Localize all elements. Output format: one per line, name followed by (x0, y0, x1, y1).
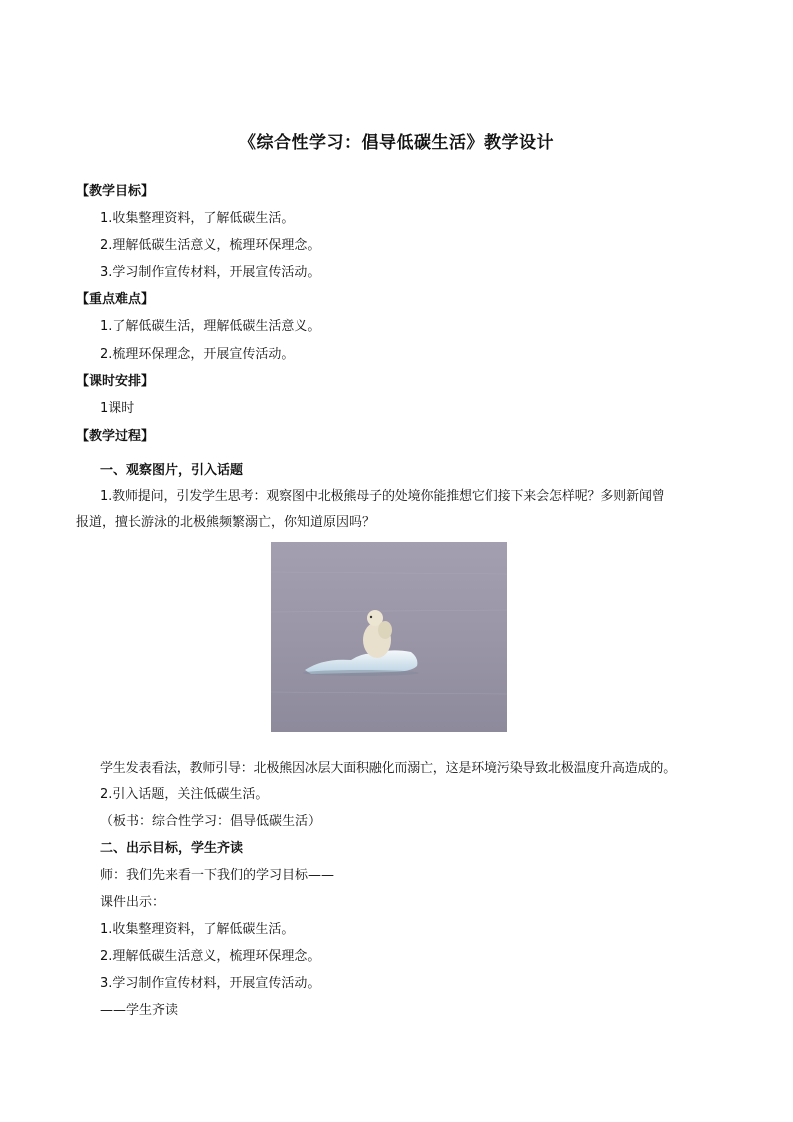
polar-bear-photo (271, 542, 507, 732)
document-title: 《综合性学习：倡导低碳生活》教学设计 (239, 133, 554, 153)
goal-repeat-item: 2.理解低碳生活意义，梳理环保理念。 (100, 949, 321, 964)
key-point-item: 2.梳理环保理念，开展宣传活动。 (100, 347, 295, 362)
paragraph: 课件出示： (100, 895, 166, 910)
paragraph: 2.引入话题，关注低碳生活。 (100, 787, 269, 802)
goal-item: 3.学习制作宣传材料，开展宣传活动。 (100, 265, 321, 280)
goal-item: 1.收集整理资料，了解低碳生活。 (100, 211, 295, 226)
paragraph: ——学生齐读 (100, 1003, 179, 1018)
paragraph: 师：我们先来看一下我们的学习目标—— (100, 868, 335, 883)
paragraph: 报道，擅长游泳的北极熊频繁溺亡，你知道原因吗？ (76, 515, 376, 530)
goal-repeat-item: 3.学习制作宣传材料，开展宣传活动。 (100, 976, 321, 991)
key-point-item: 1.了解低碳生活，理解低碳生活意义。 (100, 319, 321, 334)
part2-title: 二、出示目标，学生齐读 (100, 841, 244, 856)
part1-title: 一、观察图片，引入话题 (100, 463, 244, 478)
goal-item: 2.理解低碳生活意义，梳理环保理念。 (100, 238, 321, 253)
section-heading-goals: 【教学目标】 (76, 184, 155, 199)
goal-repeat-item: 1.收集整理资料，了解低碳生活。 (100, 922, 295, 937)
section-heading-key-points: 【重点难点】 (76, 292, 155, 307)
section-heading-schedule: 【课时安排】 (76, 374, 155, 389)
paragraph: （板书：综合性学习：倡导低碳生活） (100, 814, 322, 829)
schedule-text: 1课时 (100, 401, 135, 416)
section-heading-process: 【教学过程】 (76, 429, 155, 444)
paragraph: 学生发表看法，教师引导：北极熊因冰层大面积融化而溺亡，这是环境污染导致北极温度升高造成的。 (100, 761, 677, 776)
paragraph: 1.教师提问，引发学生思考：观察图中北极熊母子的处境你能推想它们接下来会怎样呢？多则新闻曾 (100, 489, 665, 504)
